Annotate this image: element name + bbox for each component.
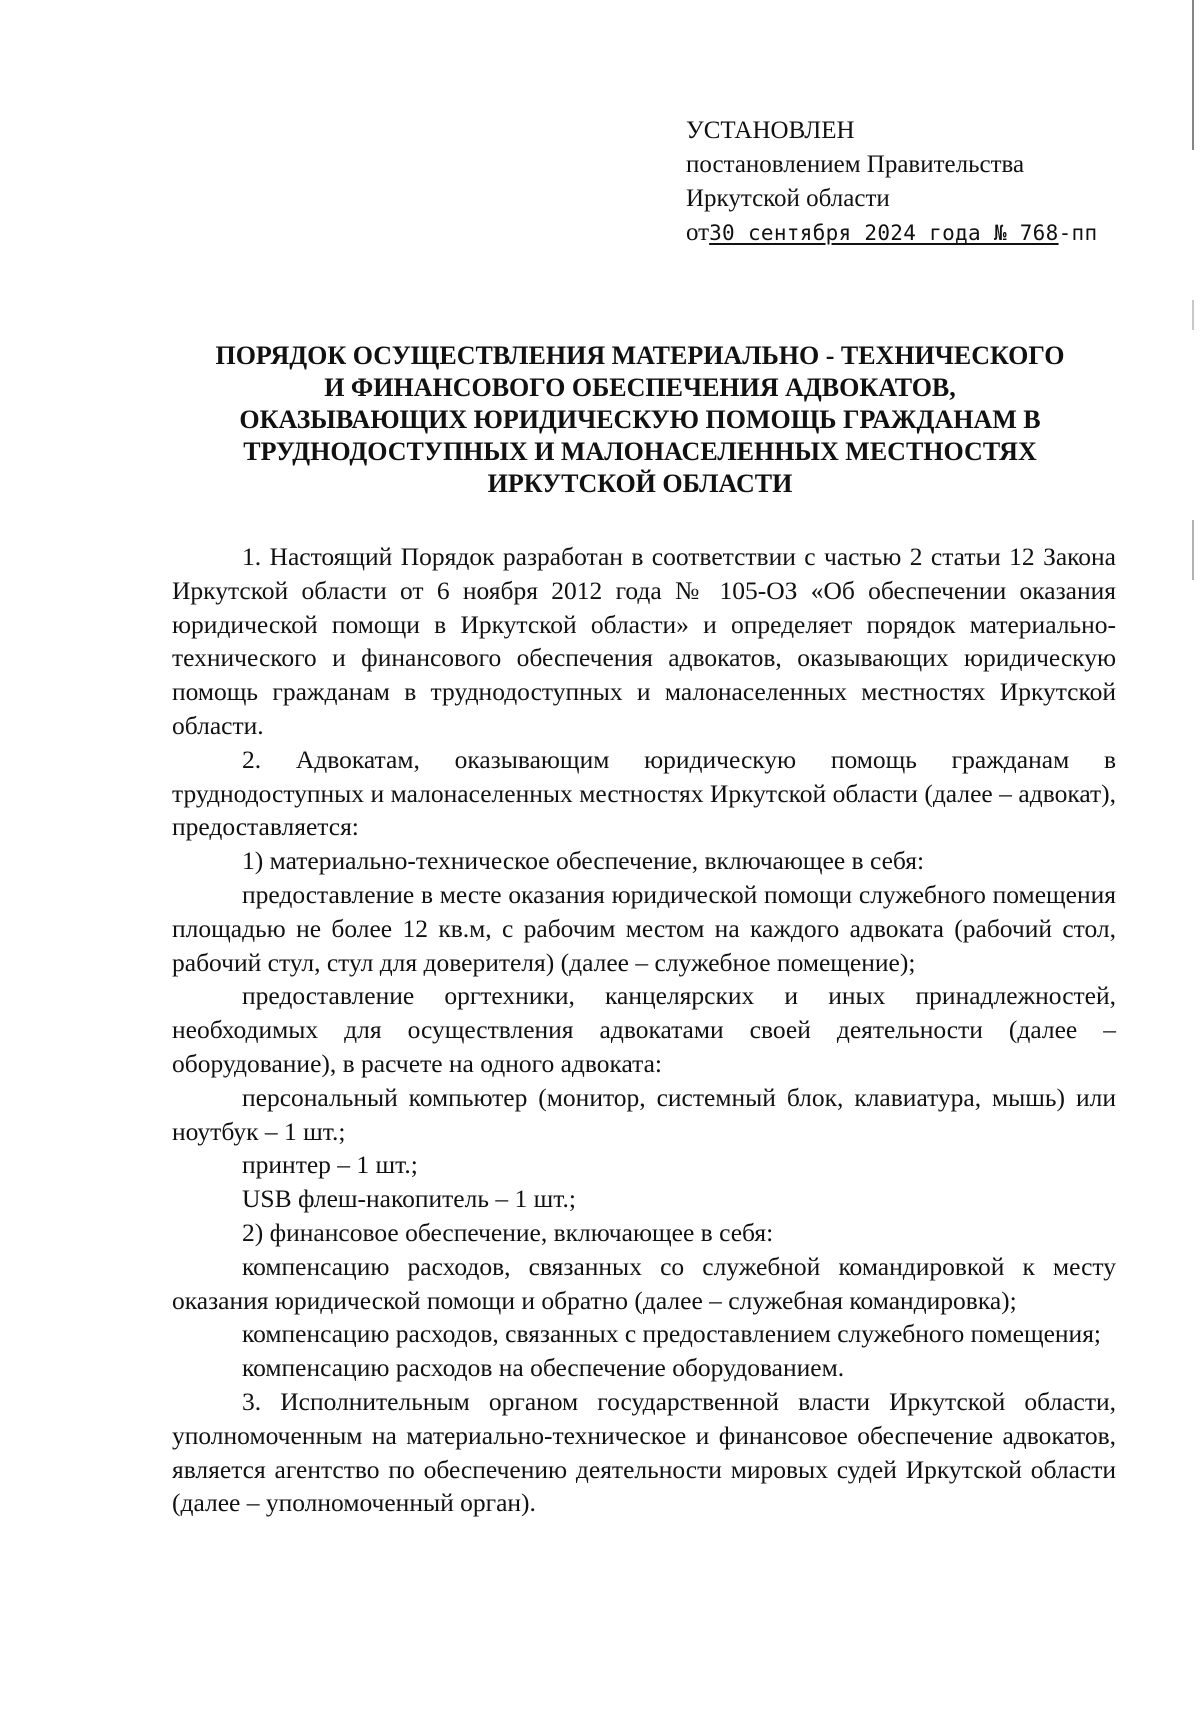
paragraph: USB флеш-накопитель – 1 шт.;	[242, 1184, 576, 1214]
scan-edge-mark	[1192, 520, 1194, 580]
paragraph: компенсацию расходов, связанных с предоставлением служебного помещения;	[242, 1319, 1102, 1349]
paragraph: 2) финансовое обеспечение, включающее в себя:	[242, 1217, 774, 1247]
paragraph: 2. Адвокатам, оказывающим юридическую помощь гражданам в труднодоступных и малонаселенных местностях Иркутской области (далее – адвокат), предоставляется:	[172, 744, 1116, 842]
approval-date: 30 сентября 2024 года № 768	[709, 221, 1059, 245]
paragraph: 1) материально-техническое обеспечение, включающее в себя:	[242, 846, 925, 876]
paragraph: 3. Исполнительным органом государственной власти Иркутской области, уполномоченным на материально-техническое и финансовое обеспечение адвокатов, является агентство по обеспечению деятельности мировых судей Иркутской области (далее – уполномоченный орган).	[172, 1386, 1116, 1518]
paragraph: принтер – 1 шт.;	[242, 1150, 418, 1180]
paragraph: предоставление оргтехники, канцелярских и иных принадлежностей, необходимых для осуществления адвокатами своей деятельности (далее – оборудование), в расчете на одного адвоката:	[172, 981, 1116, 1078]
document-title	[160, 340, 1120, 500]
paragraph: 1. Настоящий Порядок разработан в соответствии с частью 2 статьи 12 Закона Иркутской области от 6 ноября 2012 года № 105-ОЗ «Об обеспечении оказания юридической помощи в Иркутской области» и определяет порядок материально-технического и финансового обеспечения адвокатов, оказывающих юридическую помощь гражданам в труднодоступных и малонаселенных местностях Иркутской области.	[172, 542, 1116, 740]
paragraph: предоставление в месте оказания юридической помощи служебного помещения площадью не более 12 кв.м, с рабочим местом на каждого адвоката (рабочий стол, рабочий стул, стул для доверителя) (далее – служебное помещение);	[172, 879, 1116, 977]
approval-line: постановлением Правительства	[686, 151, 1025, 178]
title-line: ИРКУТСКОЙ ОБЛАСТИ	[487, 469, 793, 498]
approval-heading: УСТАНОВЛЕН	[686, 117, 855, 144]
paragraph: персональный компьютер (монитор, системный блок, клавиатура, мышь) или ноутбук – 1 шт.;	[172, 1082, 1116, 1146]
approval-line: Иркутской области	[686, 185, 890, 212]
approval-prefix: от	[686, 219, 710, 246]
approval-block	[686, 114, 1097, 250]
approval-date-line	[686, 216, 1097, 250]
title-line: И ФИНАНСОВОГО ОБЕСПЕЧЕНИЯ АДВОКАТОВ,	[324, 373, 956, 402]
title-line: ОКАЗЫВАЮЩИХ ЮРИДИЧЕСКУЮ ПОМОЩЬ ГРАЖДАНАМ В	[239, 405, 1041, 434]
scan-edge-mark	[1192, 300, 1194, 330]
approval-suffix: -пп	[1058, 221, 1098, 245]
title-line: ТРУДНОДОСТУПНЫХ И МАЛОНАСЕЛЕННЫХ МЕСТНОСТЯХ	[243, 437, 1037, 466]
document-body	[172, 540, 1116, 1520]
paragraph: компенсацию расходов, связанных со служебной командировкой к месту оказания юридической помощи и обратно (далее – служебная командировка);	[172, 1251, 1116, 1315]
title-line: ПОРЯДОК ОСУЩЕСТВЛЕНИЯ МАТЕРИАЛЬНО - ТЕХНИЧЕСКОГО	[215, 341, 1065, 370]
scan-edge-mark	[1192, 0, 1194, 150]
paragraph: компенсацию расходов на обеспечение оборудованием.	[242, 1353, 845, 1383]
